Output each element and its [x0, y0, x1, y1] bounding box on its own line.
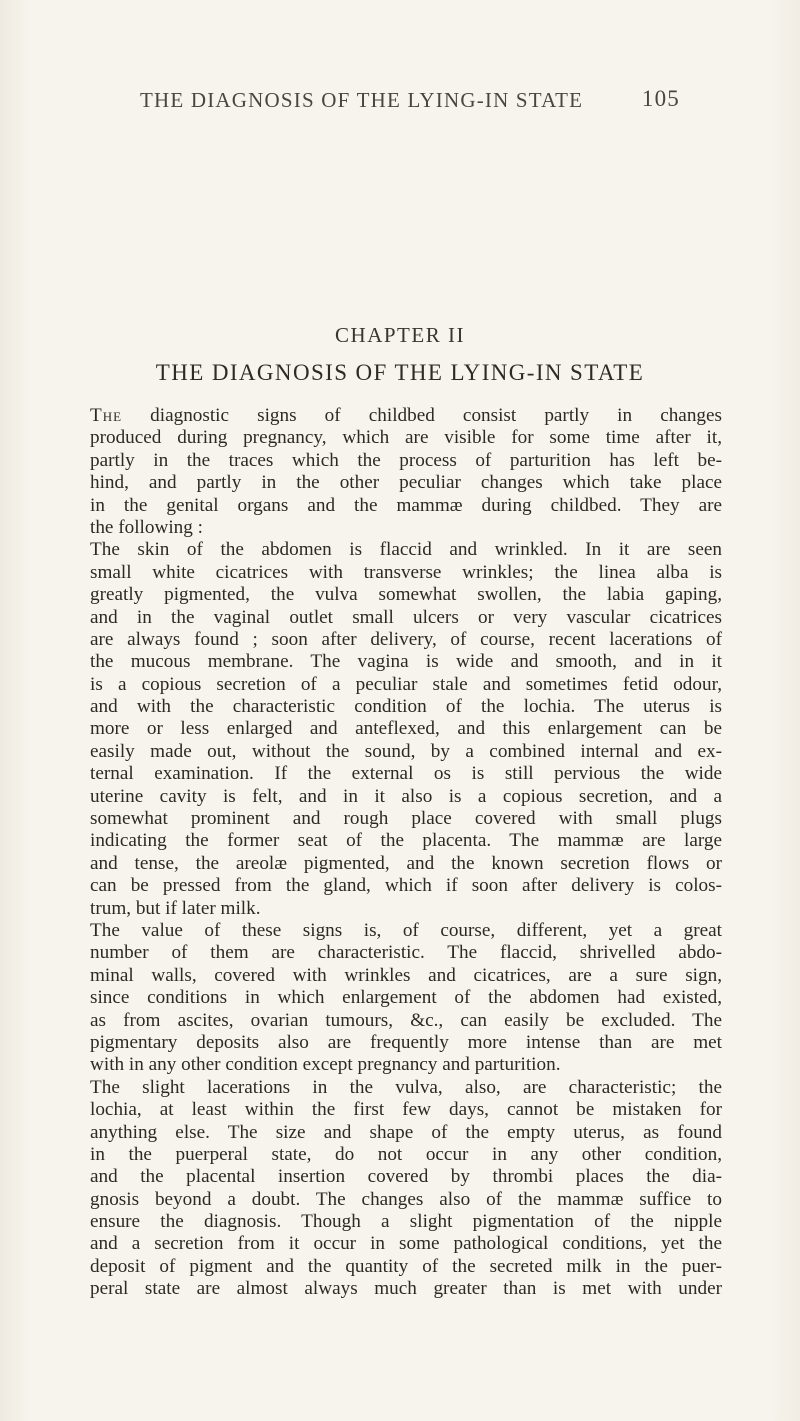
page-number: 105: [641, 86, 680, 111]
text-line: more or less enlarged and anteflexed, and this enlargement can be: [90, 718, 722, 740]
text-line: since conditions in which enlargement of the abdomen had existed,: [90, 987, 722, 1009]
text-line: pigmentary deposits also are frequently more intense than are met: [90, 1031, 722, 1053]
text-line: hind, and partly in the other peculiar changes which take place: [90, 472, 722, 494]
text-line: peral state are almost always much greater than is met with under: [90, 1278, 722, 1300]
text-line: can be pressed from the gland, which if soon after delivery is colos-: [90, 875, 722, 897]
text-line: uterine cavity is felt, and in it also is a copious secretion, and a: [90, 785, 722, 807]
text-line: produced during pregnancy, which are visible for some time after it,: [90, 427, 722, 449]
text-line: deposit of pigment and the quantity of the secreted milk in the puer-: [90, 1255, 722, 1277]
running-head: [140, 88, 680, 116]
text-line: and tense, the areolæ pigmented, and the known secretion flows or: [90, 852, 722, 874]
text-line: the mucous membrane. The vagina is wide and smooth, and in it: [90, 651, 722, 673]
text-line: as from ascites, ovarian tumours, &c., can easily be excluded. The: [90, 1009, 722, 1031]
text-line: number of them are characteristic. The flaccid, shrivelled abdo-: [90, 942, 722, 964]
body-text: [90, 405, 722, 1301]
text-line: ensure the diagnosis. Though a slight pigmentation of the nipple: [90, 1211, 722, 1233]
text-line: The skin of the abdomen is flaccid and wrinkled. In it are seen: [90, 539, 722, 561]
text-line: ternal examination. If the external os is still pervious the wide: [90, 763, 722, 785]
text-line: lochia, at least within the first few days, cannot be mistaken for: [90, 1099, 722, 1121]
opening-word: The: [90, 405, 123, 426]
text-line: and the placental insertion covered by thrombi places the dia-: [90, 1166, 722, 1188]
text-line: indicating the former seat of the placenta. The mammæ are large: [90, 830, 722, 852]
text-line: with in any other condition except pregnancy and parturition.: [90, 1054, 561, 1076]
text-line: The diagnostic signs of childbed consist partly in changes: [90, 405, 722, 426]
text-line: the following :: [90, 516, 203, 538]
text-line: is a copious secretion of a peculiar stale and sometimes fetid odour,: [90, 673, 722, 695]
text-line: easily made out, without the sound, by a combined internal and ex-: [90, 740, 722, 762]
chapter-label: CHAPTER II: [335, 323, 465, 347]
text-line: minal walls, covered with wrinkles and cicatrices, are a sure sign,: [90, 964, 722, 986]
text-line: The value of these signs is, of course, different, yet a great: [90, 919, 722, 941]
text-line: anything else. The size and shape of the empty uterus, as found: [90, 1121, 722, 1143]
text-line: The slight lacerations in the vulva, also, are characteristic; the: [90, 1076, 722, 1098]
text-line: and in the vaginal outlet small ulcers or very vascular cicatrices: [90, 606, 722, 628]
text-line: gnosis beyond a doubt. The changes also of the mammæ suffice to: [90, 1188, 722, 1210]
running-head-title: THE DIAGNOSIS OF THE LYING-IN STATE: [140, 88, 584, 112]
text-line: and a secretion from it occur in some pathological conditions, yet the: [90, 1233, 722, 1255]
text-line: in the genital organs and the mammæ during childbed. They are: [90, 494, 722, 516]
text-line: are always found ; soon after delivery, of course, recent lacerations of: [90, 628, 722, 650]
text-line: and with the characteristic condition of the lochia. The uterus is: [90, 696, 722, 718]
text-line: trum, but if later milk.: [90, 897, 261, 919]
text-line: in the puerperal state, do not occur in any other condition,: [90, 1143, 722, 1165]
chapter-title: THE DIAGNOSIS OF THE LYING-IN STATE: [155, 360, 645, 385]
text-line: somewhat prominent and rough place covered with small plugs: [90, 808, 722, 830]
text-line: greatly pigmented, the vulva somewhat swollen, the labia gaping,: [90, 584, 722, 606]
text-line: small white cicatrices with transverse wrinkles; the linea alba is: [90, 561, 722, 583]
text-line: partly in the traces which the process of parturition has left be-: [90, 449, 722, 471]
